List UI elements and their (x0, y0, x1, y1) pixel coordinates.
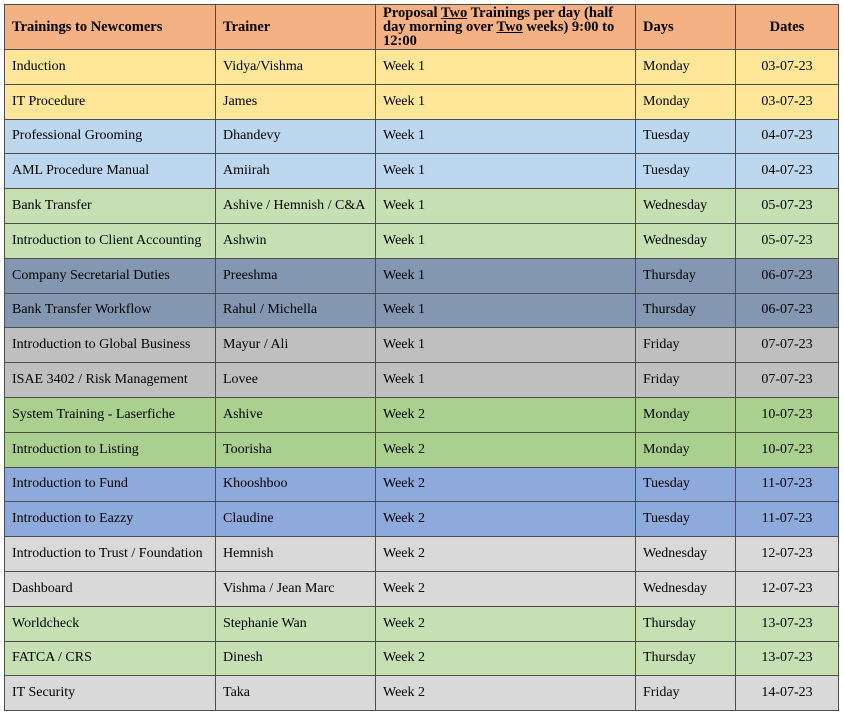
cell-training: ISAE 3402 / Risk Management (5, 363, 216, 398)
cell-date: 12-07-23 (736, 537, 839, 572)
cell-trainer: Mayur / Ali (216, 328, 376, 363)
table-row (5, 293, 839, 328)
cell-date: 11-07-23 (736, 467, 839, 502)
cell-trainer: Toorisha (216, 432, 376, 467)
cell-training: IT Procedure (5, 84, 216, 119)
table-row (5, 328, 839, 363)
cell-date: 05-07-23 (736, 223, 839, 258)
header-proposal-mid: Trainings per day (half day morning over (383, 5, 614, 35)
training-schedule-table (4, 4, 839, 711)
cell-week: Week 2 (376, 537, 636, 572)
cell-week: Week 1 (376, 223, 636, 258)
table-row (5, 641, 839, 676)
cell-training: FATCA / CRS (5, 641, 216, 676)
cell-trainer: Vidya/Vishma (216, 50, 376, 85)
header-dates: Dates (736, 5, 839, 50)
cell-date: 13-07-23 (736, 641, 839, 676)
table-row (5, 571, 839, 606)
cell-day: Wednesday (636, 223, 736, 258)
cell-day: Wednesday (636, 571, 736, 606)
cell-week: Week 1 (376, 363, 636, 398)
cell-trainer: Amiirah (216, 154, 376, 189)
cell-day: Thursday (636, 641, 736, 676)
cell-date: 10-07-23 (736, 397, 839, 432)
cell-trainer: Preeshma (216, 258, 376, 293)
cell-trainer: Lovee (216, 363, 376, 398)
cell-training: Introduction to Listing (5, 432, 216, 467)
table-row (5, 223, 839, 258)
header-proposal (376, 5, 636, 50)
header-proposal-pre: Proposal (383, 5, 441, 21)
cell-trainer: Claudine (216, 502, 376, 537)
cell-trainer: Rahul / Michella (216, 293, 376, 328)
header-trainer: Trainer (216, 5, 376, 50)
table-row (5, 467, 839, 502)
cell-trainer: Taka (216, 676, 376, 711)
table-row (5, 432, 839, 467)
table-row (5, 258, 839, 293)
cell-date: 05-07-23 (736, 189, 839, 224)
table-row (5, 537, 839, 572)
cell-day: Friday (636, 676, 736, 711)
cell-week: Week 2 (376, 432, 636, 467)
cell-training: Introduction to Eazzy (5, 502, 216, 537)
table-row (5, 676, 839, 711)
cell-week: Week 1 (376, 119, 636, 154)
cell-day: Monday (636, 432, 736, 467)
cell-training: Introduction to Client Accounting (5, 223, 216, 258)
cell-day: Monday (636, 50, 736, 85)
cell-trainer: Dinesh (216, 641, 376, 676)
cell-trainer: Vishma / Jean Marc (216, 571, 376, 606)
cell-day: Tuesday (636, 119, 736, 154)
table-body (5, 50, 839, 711)
table-row (5, 154, 839, 189)
header-proposal-two-1: Two (440, 5, 468, 21)
cell-day: Thursday (636, 606, 736, 641)
cell-date: 07-07-23 (736, 363, 839, 398)
cell-trainer: Hemnish (216, 537, 376, 572)
cell-trainer: Khooshboo (216, 467, 376, 502)
cell-date: 11-07-23 (736, 502, 839, 537)
cell-week: Week 2 (376, 606, 636, 641)
cell-trainer: Ashwin (216, 223, 376, 258)
cell-training: AML Procedure Manual (5, 154, 216, 189)
cell-week: Week 1 (376, 293, 636, 328)
cell-date: 07-07-23 (736, 328, 839, 363)
cell-date: 03-07-23 (736, 84, 839, 119)
cell-week: Week 1 (376, 258, 636, 293)
cell-training: Professional Grooming (5, 119, 216, 154)
cell-training: Introduction to Global Business (5, 328, 216, 363)
table-row (5, 189, 839, 224)
header-training: Trainings to Newcomers (5, 5, 216, 50)
cell-date: 06-07-23 (736, 293, 839, 328)
table-row (5, 50, 839, 85)
cell-week: Week 1 (376, 189, 636, 224)
cell-training: Bank Transfer Workflow (5, 293, 216, 328)
table-row (5, 397, 839, 432)
cell-date: 03-07-23 (736, 50, 839, 85)
cell-trainer: Dhandevy (216, 119, 376, 154)
cell-day: Wednesday (636, 537, 736, 572)
cell-training: Induction (5, 50, 216, 85)
header-proposal-two-2: Two (496, 19, 523, 35)
cell-week: Week 2 (376, 397, 636, 432)
cell-training: System Training - Laserfiche (5, 397, 216, 432)
header-days: Days (636, 5, 736, 50)
cell-day: Monday (636, 84, 736, 119)
cell-date: 06-07-23 (736, 258, 839, 293)
cell-date: 13-07-23 (736, 606, 839, 641)
cell-training: Dashboard (5, 571, 216, 606)
cell-day: Friday (636, 363, 736, 398)
cell-day: Tuesday (636, 467, 736, 502)
cell-day: Thursday (636, 258, 736, 293)
cell-date: 14-07-23 (736, 676, 839, 711)
cell-day: Wednesday (636, 189, 736, 224)
cell-training: Company Secretarial Duties (5, 258, 216, 293)
cell-trainer: Ashive / Hemnish / C&A (216, 189, 376, 224)
cell-week: Week 2 (376, 676, 636, 711)
cell-trainer: James (216, 84, 376, 119)
cell-week: Week 2 (376, 571, 636, 606)
table-row (5, 84, 839, 119)
cell-week: Week 1 (376, 50, 636, 85)
cell-week: Week 2 (376, 502, 636, 537)
table-row (5, 119, 839, 154)
cell-training: Introduction to Fund (5, 467, 216, 502)
cell-week: Week 2 (376, 641, 636, 676)
cell-day: Friday (636, 328, 736, 363)
cell-day: Monday (636, 397, 736, 432)
table-row (5, 363, 839, 398)
cell-training: Worldcheck (5, 606, 216, 641)
header-proposal-post: weeks) 9:00 to 12:00 (383, 19, 615, 49)
cell-week: Week 1 (376, 154, 636, 189)
table-row (5, 606, 839, 641)
cell-date: 04-07-23 (736, 154, 839, 189)
header-row (5, 5, 839, 50)
cell-day: Tuesday (636, 502, 736, 537)
table-row (5, 502, 839, 537)
cell-week: Week 1 (376, 328, 636, 363)
cell-trainer: Ashive (216, 397, 376, 432)
cell-training: Introduction to Trust / Foundation (5, 537, 216, 572)
cell-trainer: Stephanie Wan (216, 606, 376, 641)
cell-day: Thursday (636, 293, 736, 328)
cell-date: 04-07-23 (736, 119, 839, 154)
cell-training: IT Security (5, 676, 216, 711)
cell-date: 12-07-23 (736, 571, 839, 606)
cell-training: Bank Transfer (5, 189, 216, 224)
cell-day: Tuesday (636, 154, 736, 189)
cell-week: Week 1 (376, 84, 636, 119)
cell-week: Week 2 (376, 467, 636, 502)
cell-date: 10-07-23 (736, 432, 839, 467)
